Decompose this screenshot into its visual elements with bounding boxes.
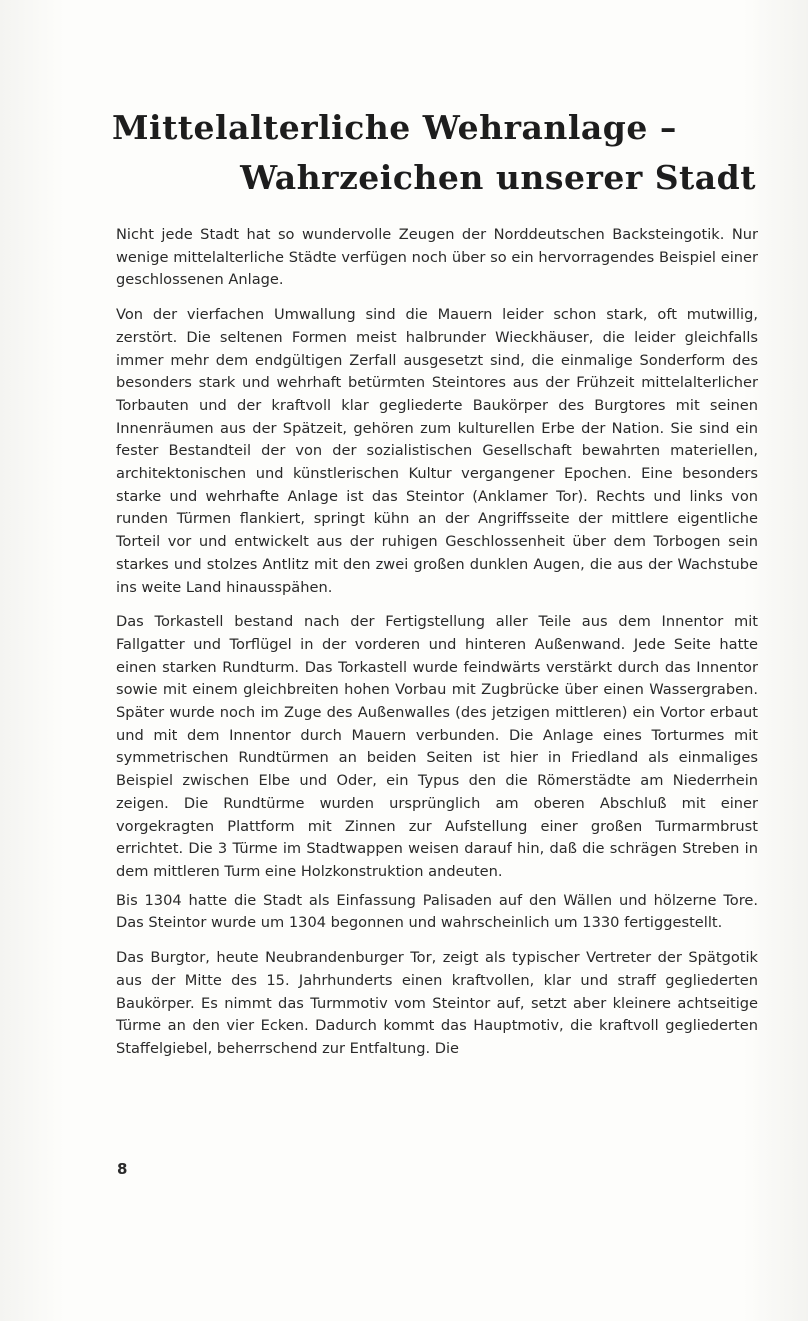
page-number: 8 — [117, 1160, 128, 1178]
paragraph-torkastell: Das Torkastell bestand nach der Fertigstellung aller Teile aus dem Innentor mit Fallgatter und Torflügel in der vorderen und hinteren Außenwand. Jede Seite hatte einen starken Rundturm. Das Torkastell wurde feindwärts verstärkt durch das Innentor sowie mit einem gleichbreiten hohen Vorbau mit Zugbrücke über einen Wassergraben. Später wurde noch im Zuge des Außenwalles (des jetzigen mittleren) ein Vortor erbaut und mit dem Innentor durch Mauern verbunden. Die Anlage eines Torturmes mit symmetrischen Rundtürmen an beiden Seiten ist hier in Friedland als einmaliges Beispiel zwischen Elbe und Oder, ein Typus den die Römerstädte am Niederrhein zeigen. Die Rundtürme wurden ursprünglich am oberen Abschluß mit einer vorgekragten Plattform mit Zinnen zur Aufstellung einer großen Turmarmbrust errichtet. Die 3 Türme im Stadtwappen weisen darauf hin, daß die schrägen Streben in dem mittleren Turm eine Holzkonstruktion andeuten. — [116, 613, 758, 880]
title-line-1: Mittelalterliche Wehranlage – — [112, 108, 677, 147]
body-text — [116, 224, 758, 1073]
paragraph-burgtor: Das Burgtor, heute Neubrandenburger Tor, zeigt als typischer Vertreter der Spätgotik aus der Mitte des 15. Jahrhunderts einen kraftvollen, klar und straff gegliederten Baukörper. Es nimmt das Turmmotiv vom Steintor auf, setzt aber kleinere achtseitige Türme an den vier Ecken. Dadurch kommt das Hauptmotiv, die kraftvoll gegliederten Staffelgiebel, beherrschend zur Entfaltung. Die — [116, 949, 758, 1057]
paragraph-umwallung: Von der vierfachen Umwallung sind die Mauern leider schon stark, oft mutwillig, zerstört. Die seltenen Formen meist halbrunder Wieckhäuser, die leider gleichfalls immer mehr dem endgültigen Zerfall ausgesetzt sind, die einmalige Sonderform des besonders stark und wehrhaft betürmten Steintores aus der Frühzeit mittelalterlicher Torbauten und der kraftvoll klar gegliederte Baukörper des Burgtores mit seinen Innenräumen aus der Spätzeit, gehören zum kulturellen Erbe der Nation. Sie sind ein fester Bestandteil der von der sozialistischen Gesellschaft bewahrten materiellen, architektonischen und künstlerischen Kultur vergangener Epochen. Eine besonders starke und wehrhafte Anlage ist das Steintor (Anklamer Tor). Rechts und links von runden Türmen flankiert, springt kühn an der Angriffsseite der mittlere eigentliche Torteil vor und entwickelt aus der ruhigen Geschlossenheit über dem Torbogen sein starkes und stolzes Antlitz mit den zwei großen dunklen Augen, die aus der Wachstube ins weite Land hinausspähen. — [116, 306, 758, 596]
paragraph-palisaden: Bis 1304 hatte die Stadt als Einfassung Palisaden auf den Wällen und hölzerne Tore. Das Steintor wurde um 1304 begonnen und wahrscheinlich um 1330 fertiggestellt. — [116, 891, 758, 932]
title-line-2: Wahrzeichen unserer Stadt — [240, 158, 756, 197]
paragraph-intro: Nicht jede Stadt hat so wundervolle Zeugen der Norddeutschen Backsteingotik. Nur wenige mittelalterliche Städte verfügen noch über so ein hervorragendes Beispiel einer geschlossenen Anlage. — [116, 226, 758, 289]
